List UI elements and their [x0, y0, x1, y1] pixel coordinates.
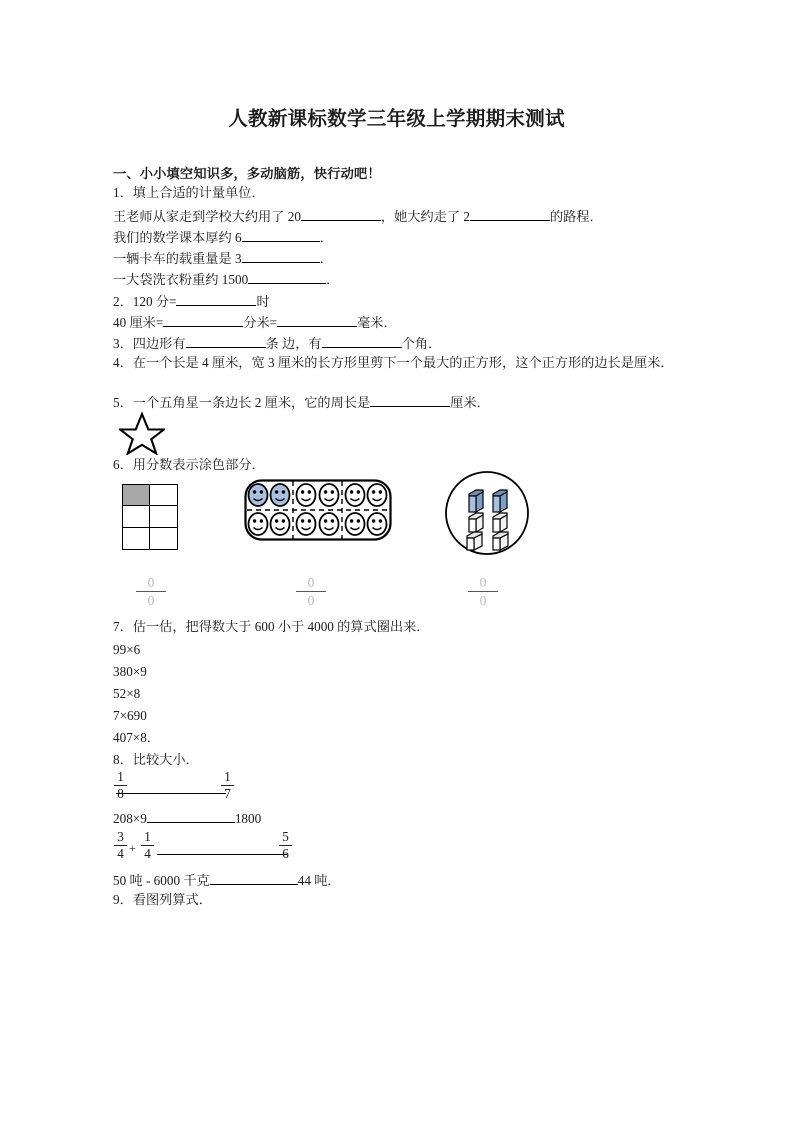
question-8-prompt: [113, 753, 199, 766]
q7-expression[interactable]: 7×690: [113, 708, 147, 723]
question-1-number: 1．: [113, 185, 133, 200]
answer-blank[interactable]: [242, 249, 320, 263]
q7-expression[interactable]: 99×6: [113, 642, 141, 657]
question-6-number: 6．: [113, 457, 133, 472]
answer-blank[interactable]: [210, 871, 298, 885]
fraction-denominator: 6: [282, 846, 289, 861]
q6-answer-fraction-1[interactable]: [134, 575, 168, 608]
fraction-denominator: 0: [147, 593, 155, 608]
fraction-numerator: 0: [307, 575, 315, 590]
question-5: [113, 393, 490, 409]
question-6-prompt: [113, 458, 265, 471]
fraction-denominator: 0: [479, 593, 487, 608]
q7-text: 估一估，把得数大于 600 小于 4000 的算式圈出来．: [132, 619, 430, 634]
q7-expression[interactable]: 380×9: [113, 664, 147, 679]
question-9-prompt: [113, 893, 212, 906]
answer-blank[interactable]: [470, 207, 550, 221]
answer-blank[interactable]: [248, 270, 326, 284]
question-8-number: 8．: [113, 752, 133, 767]
q8-text: 比较大小．: [132, 752, 199, 767]
q4-text2: 厘米．: [633, 355, 674, 370]
fraction-right: [279, 829, 292, 861]
answer-blank[interactable]: [157, 854, 287, 855]
question-4-number: 4．: [113, 355, 133, 370]
question-1-item-1: [113, 207, 603, 223]
answer-blank[interactable]: [116, 793, 226, 794]
q2-line2-mid: 分米=: [243, 315, 278, 330]
q1-item3-post: ．: [319, 251, 333, 266]
figure-boxes-in-circle: [443, 470, 531, 556]
q8-left-expression: 208×9: [113, 811, 147, 826]
q1-item4-pre: 一大袋洗衣粉重约 1500: [113, 272, 249, 287]
q6-answer-fraction-3[interactable]: [466, 575, 500, 608]
grid-cell-shaded: [123, 485, 150, 506]
answer-blank[interactable]: [277, 313, 357, 327]
q8-comparison-3: [113, 829, 413, 863]
q2-line2-post: 毫米．: [357, 315, 397, 330]
figure-smiley-faces: [244, 479, 392, 541]
question-1-item-4: [113, 270, 339, 286]
fraction-right: [221, 769, 234, 801]
grid-cell: [150, 528, 177, 549]
fraction-numerator: 1: [224, 769, 231, 784]
question-5-number: 5．: [113, 395, 133, 410]
grid-cell: [150, 506, 177, 527]
fraction-left: [114, 769, 127, 801]
answer-blank[interactable]: [147, 809, 235, 823]
q3-mid: 条 边，有: [265, 336, 322, 351]
fraction-numerator: 1: [144, 829, 151, 844]
answer-blank[interactable]: [301, 207, 381, 221]
q4-text: 在一个长是 4 厘米，宽 3 厘米的长方形里剪下一个最大的正方形，这个正方形的边长是: [132, 355, 634, 370]
fraction-left-2: [141, 829, 154, 861]
q8-left-expression: 50 吨 - 6000 千克: [113, 873, 210, 888]
fraction-numerator: 0: [147, 575, 155, 590]
q7-expression[interactable]: 52×8: [113, 686, 141, 701]
q3-pre: 四边形有: [132, 336, 186, 351]
question-7-prompt: [113, 620, 430, 633]
plus-operator: +: [129, 841, 136, 855]
answer-blank[interactable]: [176, 292, 256, 306]
section-heading: 一、小小填空知识多，多动脑筋，快行动吧！: [113, 166, 381, 181]
q1-item4-post: ．: [326, 272, 340, 287]
q8-comparison-2: [113, 809, 261, 825]
q2-pre: 120 分=: [132, 294, 177, 309]
fraction-bar: [136, 591, 166, 592]
fraction-left-1: [114, 829, 127, 861]
fraction-numerator: 0: [479, 575, 487, 590]
grid-cell: [123, 528, 150, 549]
answer-blank[interactable]: [370, 393, 450, 407]
question-1-text: 填上合适的计量单位．: [132, 185, 265, 200]
q8-right-expression: 44 吨．: [297, 873, 341, 888]
question-4: [113, 354, 683, 372]
q2-line2-pre: 40 厘米=: [113, 315, 164, 330]
q7-expression[interactable]: 407×8．: [113, 730, 160, 745]
q1-item3-pre: 一辆卡车的载重量是 3: [113, 251, 242, 266]
answer-blank[interactable]: [322, 334, 402, 348]
question-2-line-1: [113, 292, 270, 308]
answer-blank[interactable]: [242, 228, 320, 242]
page-title: 人教新课标数学三年级上学期期末测试: [228, 109, 565, 130]
figure-grid-2x3: [122, 484, 178, 550]
q8-comparison-4: [113, 871, 341, 887]
q1-item1-post: 的路程．: [549, 209, 603, 224]
question-1-item-2: [113, 228, 333, 244]
fraction-numerator: 5: [282, 829, 289, 844]
q6-text: 用分数表示涂色部分．: [132, 457, 265, 472]
fraction-denominator: 8: [117, 786, 124, 801]
fraction-denominator: 7: [224, 786, 231, 801]
q5-pre: 一个五角星一条边长 2 厘米，它的周长是: [132, 395, 371, 410]
fraction-bar: [468, 591, 498, 592]
five-pointed-star-figure: [119, 411, 165, 455]
fraction-numerator: 3: [117, 829, 124, 844]
answer-blank[interactable]: [186, 334, 266, 348]
question-1-item-3: [113, 249, 333, 265]
fraction-denominator: 4: [144, 846, 151, 861]
q8-right-expression: 1800: [234, 811, 262, 826]
grid-cell: [123, 506, 150, 527]
question-2-number: 2．: [113, 294, 133, 309]
q1-item1-pre: 王老师从家走到学校大约用了 20: [113, 209, 301, 224]
fraction-numerator: 1: [117, 769, 124, 784]
question-3-number: 3．: [113, 336, 133, 351]
q8-comparison-1: [113, 769, 373, 803]
question-1-prompt: [113, 186, 265, 199]
grid-cell: [150, 485, 177, 506]
q1-item2-pre: 我们的数学课本厚约 6: [113, 230, 242, 245]
q6-answer-fraction-2[interactable]: [294, 575, 328, 608]
fraction-denominator: 0: [307, 593, 315, 608]
answer-blank[interactable]: [163, 313, 243, 327]
q1-item1-mid: ，她大约走了 2: [380, 209, 470, 224]
question-2-line-2: [113, 313, 397, 329]
q2-post: 时: [256, 294, 270, 309]
question-7-number: 7．: [113, 619, 133, 634]
q9-text: 看图列算式．: [132, 892, 212, 907]
question-9-number: 9．: [113, 892, 133, 907]
q1-item2-post: ．: [319, 230, 333, 245]
question-3: [113, 334, 441, 350]
fraction-bar: [296, 591, 326, 592]
q5-post: 厘米．: [450, 395, 490, 410]
fraction-denominator: 4: [117, 846, 124, 861]
q3-post: 个角．: [401, 336, 442, 351]
